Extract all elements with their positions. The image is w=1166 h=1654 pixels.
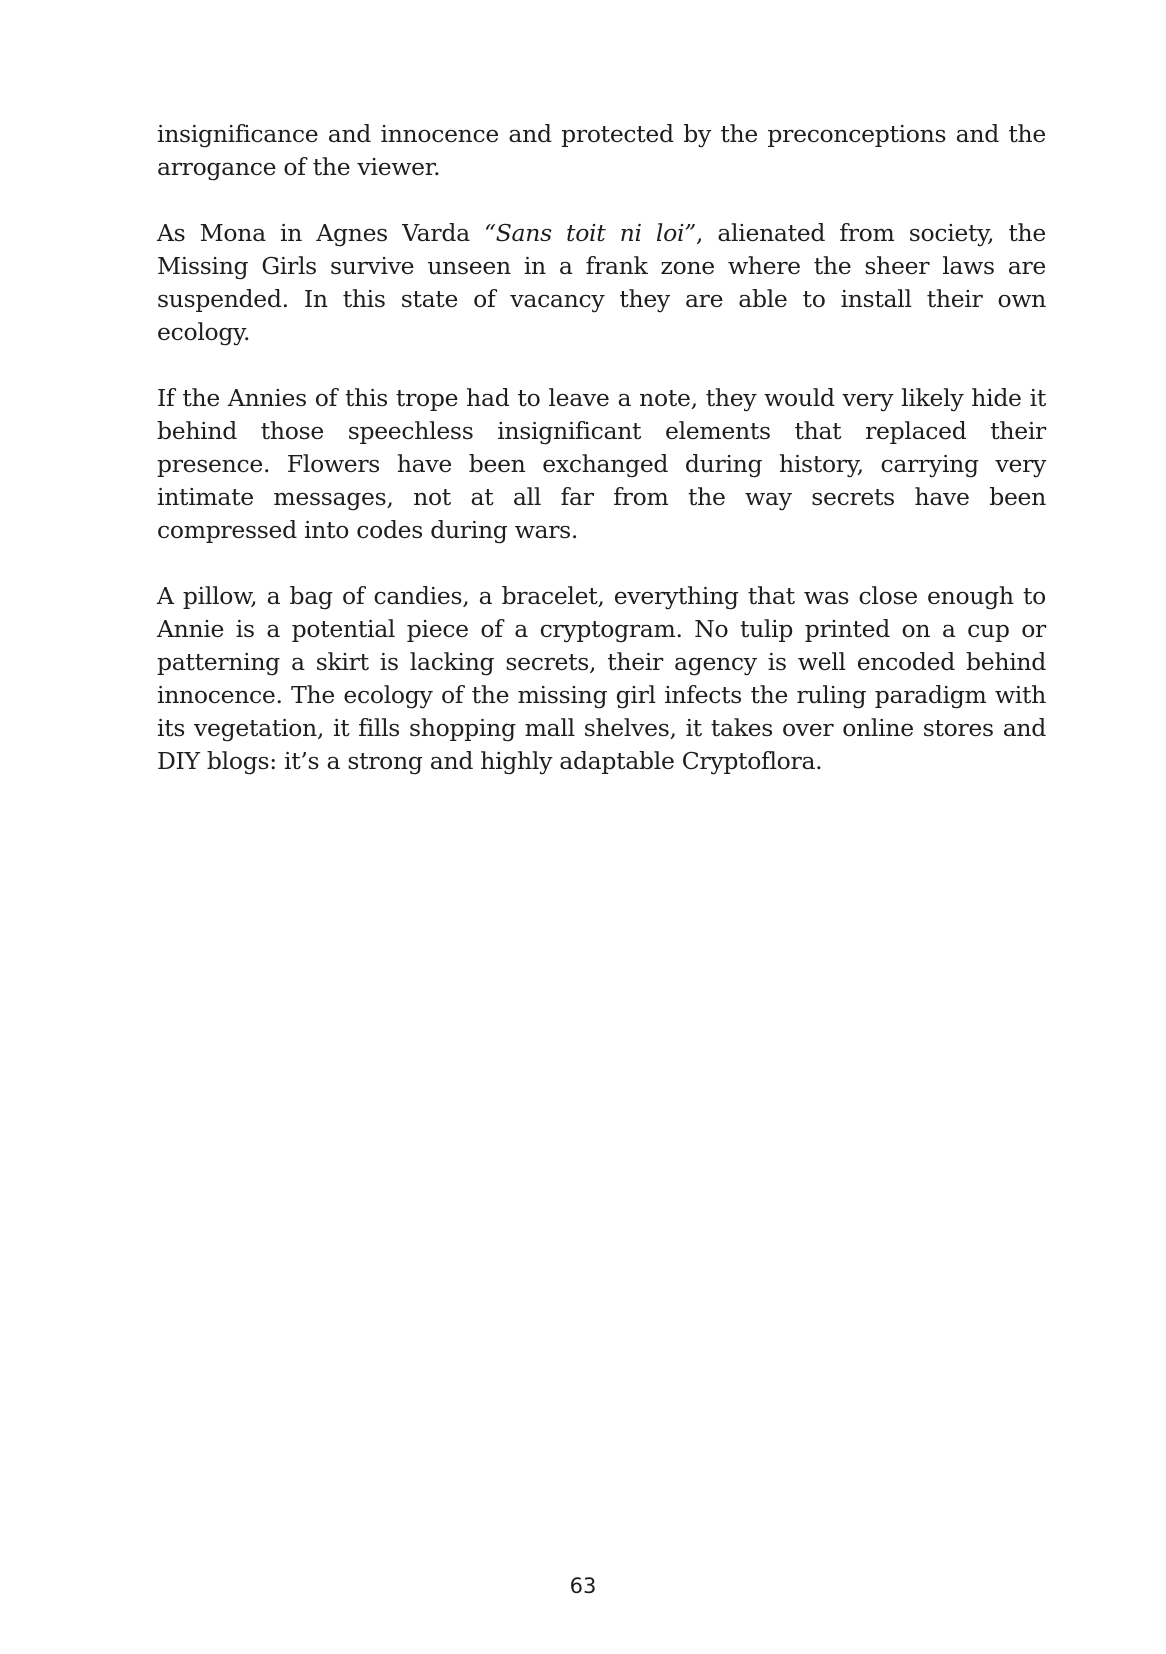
paragraph-2-rest: , alienated from society, the Missing Girls survive unseen in a frank zone where the sheer laws are suspended. In this state of vacancy they are able to install their own ecology. bbox=[157, 219, 1047, 346]
paragraph-2 bbox=[157, 217, 1046, 349]
paragraph-4: A pillow, a bag of candies, a bracelet, everything that was close enough to Annie is a potential piece of a cryptogram. No tulip printed on a cup or patterning a skirt is lacking secrets, their agency is well encoded behind innocence. The ecology of the missing girl infects the ruling paradigm with its vegetation, it fills shopping mall shelves, it takes over online stores and DIY blogs: it’s a strong and highly adaptable Cryptoflora. bbox=[157, 582, 1046, 775]
paragraph-3: If the Annies of this trope had to leave a note, they would very likely hide it behind those speechless insignificant elements that replaced their presence. Flowers have been exchanged during history, carrying very intimate messages, not at all far from the way secrets have been compressed into codes during wars. bbox=[157, 384, 1046, 544]
body-text bbox=[157, 118, 1046, 811]
film-title: “Sans toit ni loi” bbox=[484, 219, 696, 247]
paragraph-1: insignificance and innocence and protected by the preconceptions and the arrogance of the viewer. bbox=[157, 120, 1046, 181]
paragraph-2-lead: As Mona in Agnes Varda bbox=[157, 219, 485, 247]
page-number: 63 bbox=[569, 1574, 597, 1598]
